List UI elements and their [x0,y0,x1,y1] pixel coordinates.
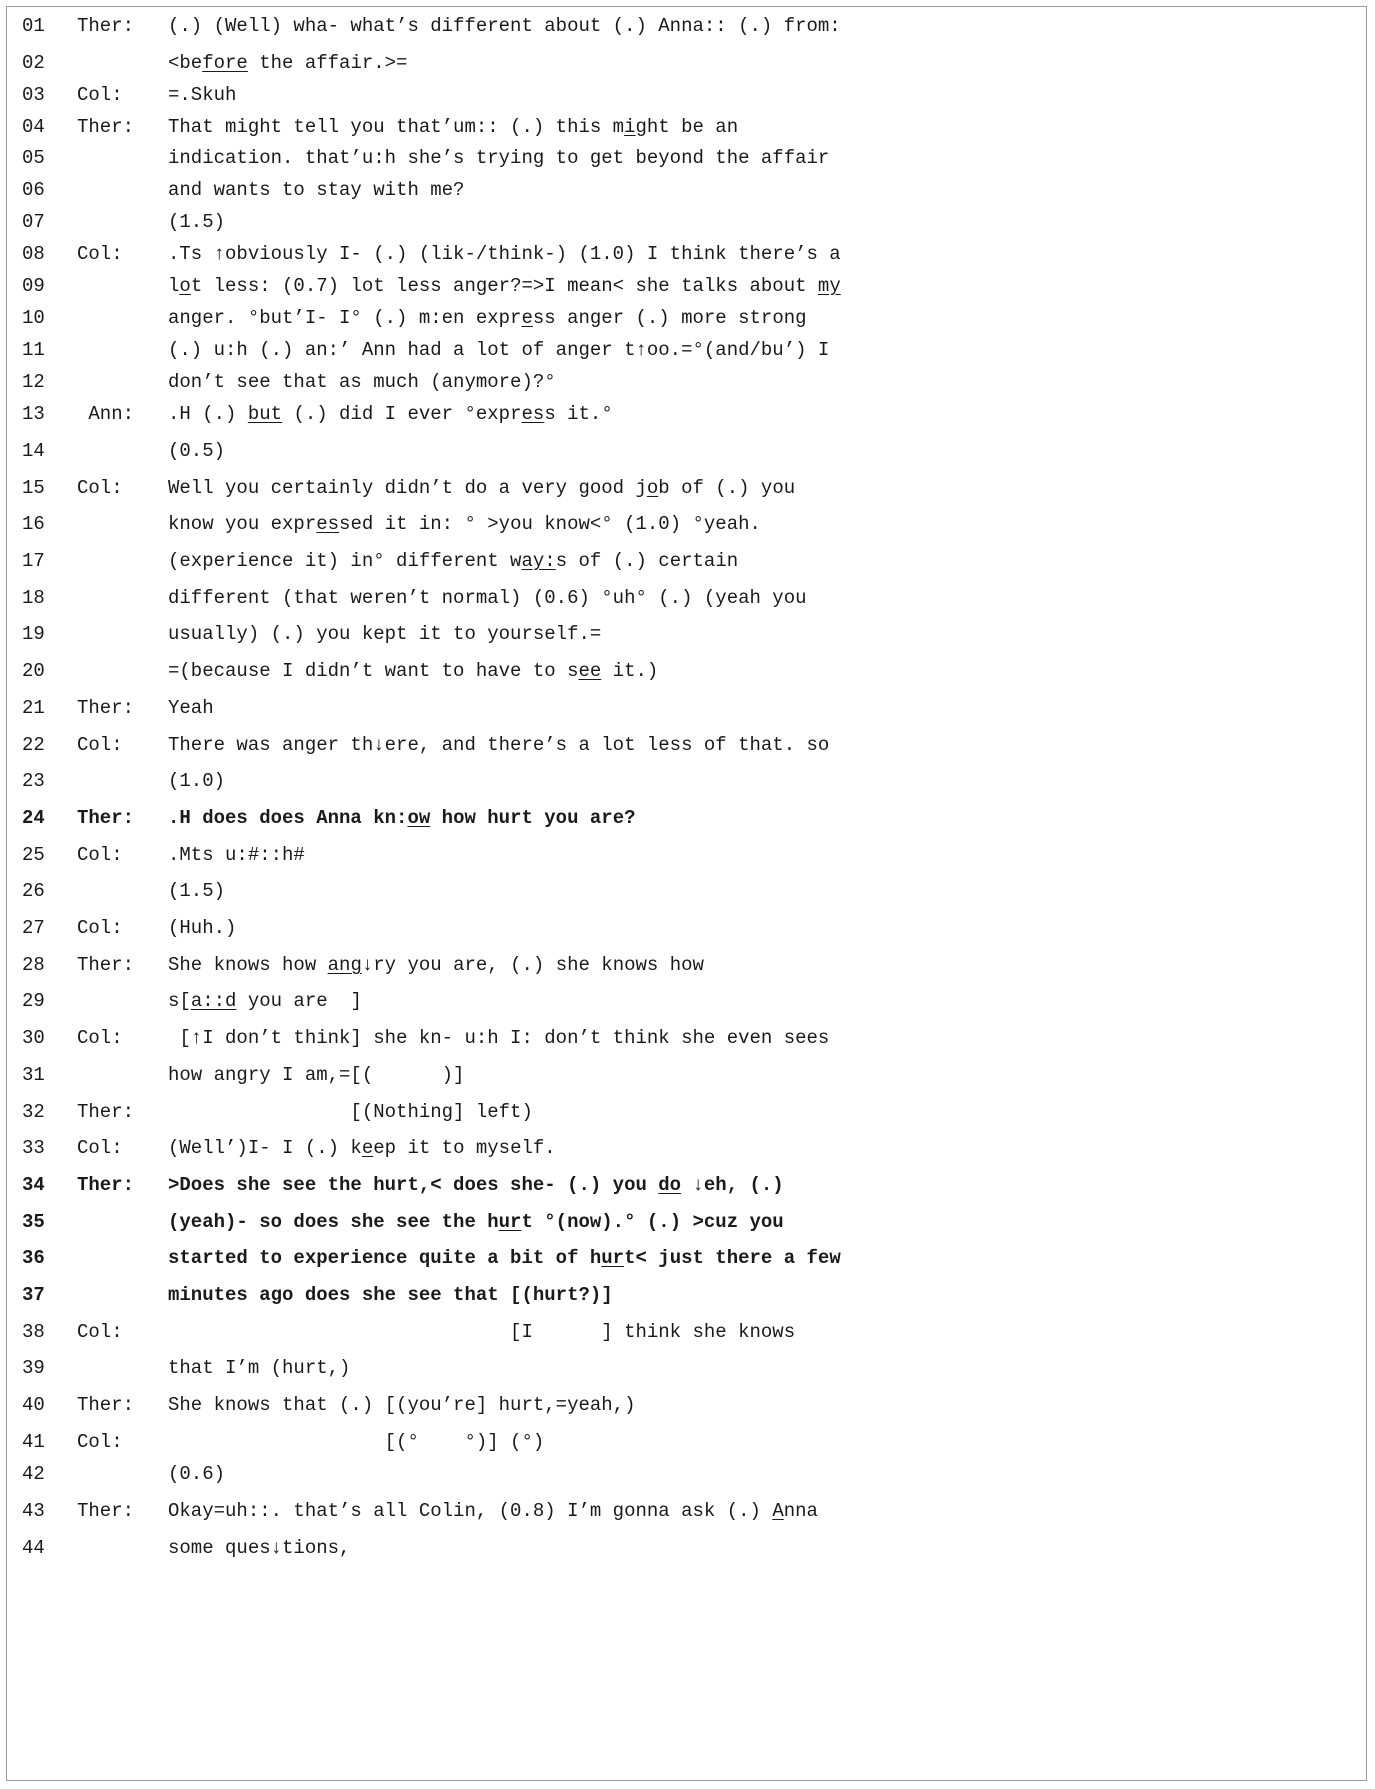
text-segment: ↓eh, (.) [681,1174,784,1196]
utterance-text [168,1099,533,1125]
transcript-line [0,305,1375,331]
transcript-line [0,768,1375,794]
emphasized-segment: ow [407,807,431,829]
utterance-text [168,585,807,611]
transcript-line [0,695,1375,721]
utterance-text [168,1245,841,1271]
text-segment: .Mts u:#::h# [168,844,305,866]
line-number: 40 [22,1394,45,1416]
text-segment: (yeah)- so does she see the h [168,1211,499,1233]
utterance-text [168,952,704,978]
text-segment: (1.5) [168,880,226,902]
utterance-text [168,305,807,331]
speaker-label: Col: [77,844,123,866]
line-number: 14 [22,440,45,462]
transcript-line [0,145,1375,171]
text-segment: (0.6) [168,1463,226,1485]
line-number: 39 [22,1357,45,1379]
text-segment: s[ [168,990,191,1012]
line-number: 10 [22,307,45,329]
transcript-line [0,511,1375,537]
line-number: 38 [22,1321,45,1343]
line-number: 04 [22,116,45,138]
line-number: 09 [22,275,45,297]
speaker-label: Ther: [77,1101,135,1123]
transcript-line [0,878,1375,904]
utterance-text [168,401,613,427]
utterance-text [168,177,464,203]
speaker-label: Col: [77,917,123,939]
text-segment: [(° °)] (°) [168,1431,545,1453]
text-segment: t °(now).° (.) >cuz you [521,1211,784,1233]
speaker-label: Ther: [77,1394,135,1416]
transcript-line [0,438,1375,464]
text-segment: Yeah [168,697,214,719]
emphasized-segment: e [521,307,533,329]
utterance-text [168,1461,225,1487]
text-segment: .H does does Anna kn: [168,807,408,829]
line-number: 34 [22,1174,45,1196]
transcript-line [0,209,1375,235]
speaker-label: Col: [77,84,123,106]
utterance-text [168,50,407,76]
utterance-text [168,82,236,108]
transcript-line [0,988,1375,1014]
transcript-line [0,273,1375,299]
utterance-text [168,768,225,794]
speaker-label: Ther: [77,807,135,829]
line-number: 11 [22,339,45,361]
transcript-line [0,1062,1375,1088]
text-segment: t less: (0.7) lot less anger?=>I mean< she talks about [190,275,818,297]
transcript-line [0,177,1375,203]
text-segment: .H (.) [168,403,248,425]
speaker-label: Col: [77,1431,123,1453]
emphasized-segment: ay: [521,550,556,572]
line-number: 33 [22,1137,45,1159]
line-number: 35 [22,1211,45,1233]
text-segment: anger. °but’I- I° (.) m:en expr [168,307,522,329]
utterance-text [168,369,556,395]
transcript-line [0,1245,1375,1271]
line-number: 03 [22,84,45,106]
text-segment: [I ] think she knows [168,1321,796,1343]
emphasized-segment: o [179,275,191,297]
text-segment: ↓ry you are, (.) she knows how [361,954,704,976]
text-segment: how angry I am,=[( )] [168,1064,465,1086]
line-number: 21 [22,697,45,719]
emphasized-segment: o [646,477,659,499]
text-segment: sed it in: ° >you know<° (1.0) °yeah. [339,513,761,535]
speaker-label: Col: [77,1137,123,1159]
text-segment: how hurt you are? [430,807,636,829]
line-number: 32 [22,1101,45,1123]
line-number: 01 [22,15,45,37]
emphasized-segment: my [817,275,841,297]
utterance-text [168,1025,829,1051]
emphasized-segment: ang [327,954,362,976]
text-segment: (1.0) [168,770,226,792]
emphasized-segment: i [624,116,636,138]
transcript-line [0,1319,1375,1345]
text-segment: usually) (.) you kept it to yourself.= [168,623,602,645]
line-number: 13 [22,403,45,425]
line-number: 12 [22,371,45,393]
transcript-line [0,1429,1375,1455]
text-segment: (experience it) in° different w [168,550,522,572]
text-segment: [(Nothing] left) [168,1101,533,1123]
text-segment: s of (.) certain [555,550,739,572]
transcript-line [0,1535,1375,1561]
line-number: 15 [22,477,45,499]
transcript-line [0,13,1375,39]
text-segment: t< just there a few [624,1247,841,1269]
speaker-label: Col: [77,734,123,756]
speaker-label: Ther: [77,697,135,719]
emphasized-segment: A [772,1500,784,1522]
utterance-text [168,1535,350,1561]
utterance-text [168,1392,635,1418]
utterance-text [168,1209,784,1235]
speaker-label: Ther: [77,116,135,138]
text-segment: >Does she see the hurt,< does she- (.) you [168,1174,659,1196]
text-segment: (.) u:h (.) an:’ Ann had a lot of anger t↑oo.=°(and/bu’) I [168,339,830,361]
transcript-line [0,732,1375,758]
text-segment: (.) did I ever °expr [282,403,522,425]
line-number: 29 [22,990,45,1012]
transcript-line [0,1392,1375,1418]
transcript-line [0,658,1375,684]
line-number: 28 [22,954,45,976]
utterance-text [168,988,362,1014]
text-segment: s it.° [544,403,613,425]
utterance-text [168,658,658,684]
utterance-text [168,915,236,941]
line-number: 41 [22,1431,45,1453]
text-segment: l [168,275,180,297]
transcript-line [0,401,1375,427]
transcript-line [0,1025,1375,1051]
utterance-text [168,1282,613,1308]
utterance-text [168,842,305,868]
transcript-line [0,1355,1375,1381]
text-segment: =(because I didn’t want to have to s [168,660,579,682]
utterance-text [168,695,214,721]
emphasized-segment: do [658,1174,682,1196]
line-number: 43 [22,1500,45,1522]
transcript-line [0,842,1375,868]
utterance-text [168,732,829,758]
transcript-line [0,1099,1375,1125]
speaker-label: Ther: [77,1174,135,1196]
text-segment: know you expr [168,513,317,535]
speaker-label: Col: [77,477,123,499]
line-number: 44 [22,1537,45,1559]
utterance-text [168,1135,556,1161]
transcript-line [0,114,1375,140]
speaker-label: Col: [77,243,123,265]
line-number: 24 [22,807,45,829]
utterance-text [168,13,841,39]
emphasized-segment: e [361,1137,374,1159]
text-segment: Okay=uh::. that’s all Colin, (0.8) I’m gonna ask (.) [168,1500,773,1522]
utterance-text [168,114,738,140]
transcript-line [0,1209,1375,1235]
text-segment: minutes ago does she see that [(hurt?)] [168,1284,613,1306]
speaker-label: Col: [77,1027,123,1049]
transcript-line [0,1498,1375,1524]
utterance-text [168,438,225,464]
transcript-line [0,369,1375,395]
utterance-text [168,805,636,831]
transcript-line [0,1172,1375,1198]
speaker-label: Ann: [77,403,135,425]
text-segment: nna [783,1500,818,1522]
line-number: 07 [22,211,45,233]
transcript-line [0,241,1375,267]
transcript-line [0,952,1375,978]
line-number: 27 [22,917,45,939]
utterance-text [168,1429,544,1455]
text-segment: different (that weren’t normal) (0.6) °uh° (.) (yeah you [168,587,807,609]
transcript-line [0,915,1375,941]
line-number: 08 [22,243,45,265]
text-segment: (Well’)I- I (.) k [168,1137,362,1159]
utterance-text [168,209,225,235]
transcript-line [0,548,1375,574]
emphasized-segment: ur [498,1211,522,1233]
text-segment: started to experience quite a bit of h [168,1247,602,1269]
line-number: 30 [22,1027,45,1049]
line-number: 31 [22,1064,45,1086]
transcript-line [0,1135,1375,1161]
utterance-text [168,1319,795,1345]
text-segment: She knows that (.) [(you’re] hurt,=yeah,) [168,1394,636,1416]
text-segment: and wants to stay with me? [168,179,465,201]
text-segment: that I’m (hurt,) [168,1357,351,1379]
line-number: 18 [22,587,45,609]
text-segment: it.) [601,660,659,682]
text-segment: b of (.) you [658,477,796,499]
text-segment: don’t see that as much (anymore)?° [168,371,556,393]
transcript-line [0,1461,1375,1487]
utterance-text [168,145,829,171]
utterance-text [168,1355,350,1381]
line-number: 37 [22,1284,45,1306]
transcript-line [0,82,1375,108]
speaker-label: Col: [77,1321,123,1343]
line-number: 22 [22,734,45,756]
line-number: 02 [22,52,45,74]
emphasized-segment: ur [601,1247,625,1269]
transcript-line [0,1282,1375,1308]
line-number: 05 [22,147,45,169]
text-segment: That might tell you that’um:: (.) this m [168,116,625,138]
transcript-line [0,621,1375,647]
utterance-text [168,548,738,574]
text-segment: There was anger th↓ere, and there’s a lot less of that. so [168,734,830,756]
line-number: 42 [22,1463,45,1485]
utterance-text [168,1062,464,1088]
line-number: 17 [22,550,45,572]
line-number: 23 [22,770,45,792]
text-segment: indication. that’u:h she’s trying to get beyond the affair [168,147,830,169]
utterance-text [168,878,225,904]
transcript-line [0,585,1375,611]
utterance-text [168,273,841,299]
text-segment: ep it to myself. [373,1137,556,1159]
emphasized-segment: es [521,403,545,425]
line-number: 19 [22,623,45,645]
utterance-text [168,1498,818,1524]
text-segment: (Huh.) [168,917,237,939]
text-segment: ght be an [635,116,739,138]
text-segment: the affair.>= [247,52,408,74]
utterance-text [168,621,601,647]
speaker-label: Ther: [77,954,135,976]
text-segment: ss anger (.) more strong [532,307,807,329]
line-number: 36 [22,1247,45,1269]
text-segment: <be [168,52,203,74]
emphasized-segment: but [247,403,283,425]
text-segment: you are ] [236,990,362,1012]
text-segment: (0.5) [168,440,226,462]
emphasized-segment: fore [202,52,248,74]
text-segment: .Ts ↑obviously I- (.) (lik-/think-) (1.0) I think there’s a [168,243,841,265]
utterance-text [168,1172,784,1198]
transcript-line [0,805,1375,831]
speaker-label: Ther: [77,1500,135,1522]
text-segment: [↑I don’t think] she kn- u:h I: don’t think she even sees [168,1027,830,1049]
transcript-line [0,337,1375,363]
utterance-text [168,337,829,363]
text-segment: She knows how [168,954,328,976]
text-segment: =.Skuh [168,84,237,106]
speaker-label: Ther: [77,15,135,37]
line-number: 20 [22,660,45,682]
line-number: 16 [22,513,45,535]
line-number: 26 [22,880,45,902]
transcript-line [0,475,1375,501]
line-number: 06 [22,179,45,201]
emphasized-segment: a::d [190,990,237,1012]
transcript-line [0,50,1375,76]
utterance-text [168,241,841,267]
text-segment: some ques↓tions, [168,1537,351,1559]
text-segment: (1.5) [168,211,226,233]
emphasized-segment: es [316,513,340,535]
text-segment: Well you certainly didn’t do a very good j [168,477,647,499]
emphasized-segment: ee [578,660,602,682]
utterance-text [168,475,795,501]
text-segment: (.) (Well) wha- what’s different about (.) Anna:: (.) from: [168,15,841,37]
utterance-text [168,511,761,537]
line-number: 25 [22,844,45,866]
